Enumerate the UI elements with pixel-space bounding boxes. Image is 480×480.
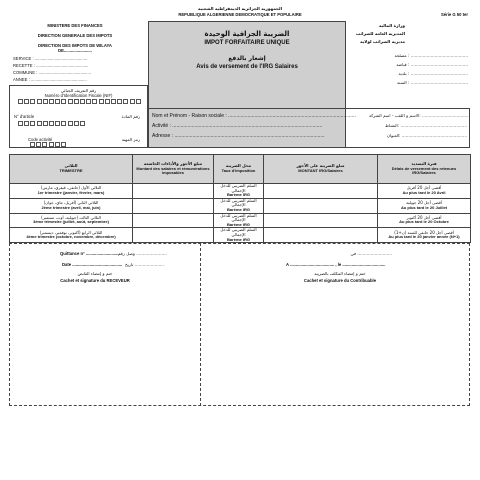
digit-box[interactable] bbox=[18, 99, 23, 104]
date-arabic: تاريخ ...................... bbox=[125, 262, 164, 267]
digit-box[interactable] bbox=[37, 121, 42, 126]
digit-box[interactable] bbox=[136, 99, 141, 104]
contribuable-sign-label: Cachet et signature du Contribuable bbox=[303, 278, 377, 283]
digit-box[interactable] bbox=[24, 121, 29, 126]
digit-box[interactable] bbox=[68, 99, 73, 104]
digit-box[interactable] bbox=[55, 121, 60, 126]
digit-box[interactable] bbox=[123, 99, 128, 104]
name-arabic: الاسم و اللقب - اسم الشركة: ................................... bbox=[369, 113, 469, 118]
annee-arabic[interactable]: السنة : ........................................... bbox=[397, 80, 468, 85]
montant-cell[interactable] bbox=[133, 228, 214, 243]
trimestre-cell: الثلاثي الثالث (جويلية، أوت، سبتمبر) 3ème trimestre (juillet, août, septembre) bbox=[10, 213, 133, 228]
digit-box[interactable] bbox=[117, 99, 122, 104]
irg-amount-cell[interactable] bbox=[264, 213, 378, 228]
delais-cell: أقصى أجل 20 جانفي للسنة (ن+1) Au plus tard le 20 janvier année (N+1) bbox=[378, 228, 471, 243]
montant-cell[interactable] bbox=[133, 213, 214, 228]
activity-code-label: Code activité bbox=[28, 137, 53, 142]
ministry-arabic: وزارة المالية bbox=[379, 23, 405, 28]
digit-box[interactable] bbox=[30, 142, 35, 147]
serie-label: Série G 50 ter bbox=[440, 12, 468, 17]
title-arabic: الضريبة الجزافية الوحيدة bbox=[204, 30, 290, 38]
nif-input[interactable] bbox=[18, 99, 142, 105]
digit-box[interactable] bbox=[30, 99, 35, 104]
digit-box[interactable] bbox=[86, 99, 91, 104]
irg-amount-cell[interactable] bbox=[264, 184, 378, 199]
digit-box[interactable] bbox=[74, 121, 79, 126]
digit-box[interactable] bbox=[105, 99, 110, 104]
recette-arabic[interactable]: قباضة : ........................................... bbox=[396, 62, 468, 67]
trimestre-cell: الثلاثي الرابع (أكتوبر، نوفمبر، ديسمبر) 4ème trimestre (octobre, novembre, décembre) bbox=[10, 228, 133, 243]
date-field[interactable]: Date ........................................... bbox=[62, 262, 123, 267]
taux-cell: السلم الضريبي للدخل الإجمالي Barème IRG bbox=[214, 198, 264, 213]
subtitle-arabic: إشعار بالدفع bbox=[228, 55, 266, 62]
delais-cell: أقصى أجل 20 أكتوبر Au plus tard le 20 Octobre bbox=[378, 213, 471, 228]
table-header-row bbox=[10, 155, 471, 184]
trimestre-cell: الثلاثي الأول (جانفي، فيفري، مارس) 1er trimestre (janvier, février, mars) bbox=[10, 184, 133, 199]
article-label: N° d'article bbox=[14, 114, 35, 119]
digit-box[interactable] bbox=[55, 99, 60, 104]
irg-amount-cell[interactable] bbox=[264, 198, 378, 213]
digit-box[interactable] bbox=[61, 121, 66, 126]
digit-box[interactable] bbox=[74, 99, 79, 104]
annee-field[interactable]: ANNEE : ................................................ bbox=[13, 77, 87, 82]
digit-box[interactable] bbox=[49, 121, 54, 126]
montant-cell[interactable] bbox=[133, 184, 214, 199]
digit-box[interactable] bbox=[99, 99, 104, 104]
digit-box[interactable] bbox=[24, 99, 29, 104]
name-field[interactable]: Nom et Prénom - Raison sociale : ............................................................................................ bbox=[152, 113, 356, 119]
activity-code-arabic: رمز المهنة bbox=[121, 137, 140, 142]
identifiers-box bbox=[9, 85, 148, 148]
republic-arabic: الجمهورية الجزائرية الديمقراطية الشعبية bbox=[197, 6, 283, 11]
table-row bbox=[10, 228, 471, 243]
table-row bbox=[10, 198, 471, 213]
service-arabic[interactable]: مصلحة : ........................................... bbox=[394, 53, 468, 58]
digit-box[interactable] bbox=[18, 121, 23, 126]
col-montant-header: مبلغ الأجور والأداءات الخاضعة Montant des salaires et rémunérations imposables bbox=[133, 155, 214, 184]
digit-box[interactable] bbox=[37, 99, 42, 104]
contribuable-sign-arabic: ختم و إمضاء المكلف بالضريبة bbox=[314, 271, 366, 276]
title-french: IMPOT FORFAITAIRE UNIQUE bbox=[204, 40, 290, 46]
nif-arabic: رقم التعريف الجبائي bbox=[60, 88, 97, 93]
footer-divider bbox=[200, 243, 202, 406]
trimestre-cell: الثلاثي الثاني (أفريل، ماي، جوان) 2ème trimestre (avril, mai, juin) bbox=[10, 198, 133, 213]
col-delais-header: فترة التسديد Délais de versement des retenues IRG/Salaires bbox=[378, 155, 471, 184]
place-arabic: في .......................... bbox=[350, 251, 392, 256]
col-trimestre-header: الثلاثي TRIMESTRE bbox=[10, 155, 133, 184]
wilaya-arabic: مديرية الضرائب لولاية bbox=[360, 39, 405, 44]
table-row bbox=[10, 184, 471, 199]
digit-box[interactable] bbox=[36, 142, 41, 147]
taux-cell: السلم الضريبي للدخل الإجمالي Barème IRG bbox=[214, 184, 264, 199]
digit-box[interactable] bbox=[55, 142, 60, 147]
digit-box[interactable] bbox=[49, 142, 54, 147]
digit-box[interactable] bbox=[68, 121, 73, 126]
place-date-field[interactable]: A ...................................... , le ..................................... bbox=[286, 262, 386, 267]
digit-box[interactable] bbox=[43, 99, 48, 104]
digit-box[interactable] bbox=[49, 99, 54, 104]
delais-cell: أقصى أجل 20 أفريل Au plus tard le 20 Avril bbox=[378, 184, 471, 199]
digit-box[interactable] bbox=[130, 99, 135, 104]
address-field[interactable]: Adresse : ............................................................................................................ bbox=[152, 133, 325, 139]
footer-box bbox=[9, 243, 470, 406]
activity-field[interactable]: Activité : ............................................................................................................ bbox=[152, 123, 323, 129]
digit-box[interactable] bbox=[61, 99, 66, 104]
quittance-field[interactable]: Quittance n° ............................. bbox=[60, 251, 120, 256]
taxpayer-box bbox=[148, 108, 470, 148]
republic-french: REPUBLIQUE ALGERIENNE DEMOCRATIQUE ET POPULAIRE bbox=[178, 12, 302, 17]
commune-arabic[interactable]: بلدية : ........................................... bbox=[398, 71, 468, 76]
quarters-table bbox=[9, 154, 471, 243]
digit-box[interactable] bbox=[111, 99, 116, 104]
delais-cell: أقصى أجل 20 جويلية Au plus tard le 20 Juillet bbox=[378, 198, 471, 213]
digit-box[interactable] bbox=[80, 99, 85, 104]
nif-french: Numéro d'Identification Fiscale (NIF) bbox=[44, 93, 113, 98]
digit-box[interactable] bbox=[43, 121, 48, 126]
taux-cell: السلم الضريبي للدخل الإجمالي Barème IRG bbox=[214, 213, 264, 228]
ministry-label: MINISTERE DES FINANCES bbox=[47, 23, 103, 28]
dgi-label: DIRECTION GENERALE DES IMPOTS bbox=[37, 33, 113, 38]
article-input[interactable] bbox=[18, 121, 142, 127]
quittance-arabic: وصل رقم ....................... bbox=[118, 251, 167, 256]
subtitle-french: Avis de versement de l'IRG Salaires bbox=[196, 64, 298, 70]
activity-code-input[interactable] bbox=[30, 142, 70, 148]
digit-box[interactable] bbox=[42, 142, 47, 147]
digit-box[interactable] bbox=[30, 121, 35, 126]
montant-cell[interactable] bbox=[133, 198, 214, 213]
col-irg-header: مبلغ الضريبة على الأجور MONTANT IRG/Salaires bbox=[264, 155, 378, 184]
recette-field[interactable]: RECETTE : ............................................. bbox=[13, 63, 89, 68]
address-arabic: العنوان: ................................................. bbox=[386, 133, 467, 138]
digit-box[interactable] bbox=[80, 121, 85, 126]
irg-amount-cell[interactable] bbox=[264, 228, 378, 243]
receveur-sign-arabic: ختم و إمضاء القابض bbox=[77, 271, 113, 276]
commune-field[interactable]: COMMUNE : ............................................. bbox=[13, 70, 91, 75]
service-field[interactable]: SERVICE : ............................................. bbox=[13, 56, 88, 61]
receveur-sign-label: Cachet et signature du RECEVEUR bbox=[60, 278, 130, 283]
table-row bbox=[10, 213, 471, 228]
digit-box[interactable] bbox=[92, 99, 97, 104]
wilaya-label: DIRECTION DES IMPOTS DE WILAYA bbox=[38, 43, 112, 48]
taux-cell: السلم الضريبي للدخل الإجمالي Barème IRG bbox=[214, 228, 264, 243]
digit-box[interactable] bbox=[61, 142, 66, 147]
article-arabic: رقم المادة bbox=[121, 114, 140, 119]
dgi-arabic: المديرية العامة للضرائب bbox=[356, 31, 405, 36]
activity-arabic: النشاط: .................................................. bbox=[385, 123, 467, 128]
wilaya-de: DE........................ bbox=[58, 48, 92, 53]
col-taux-header: محل الضريبة Taux d'imposition bbox=[214, 155, 264, 184]
